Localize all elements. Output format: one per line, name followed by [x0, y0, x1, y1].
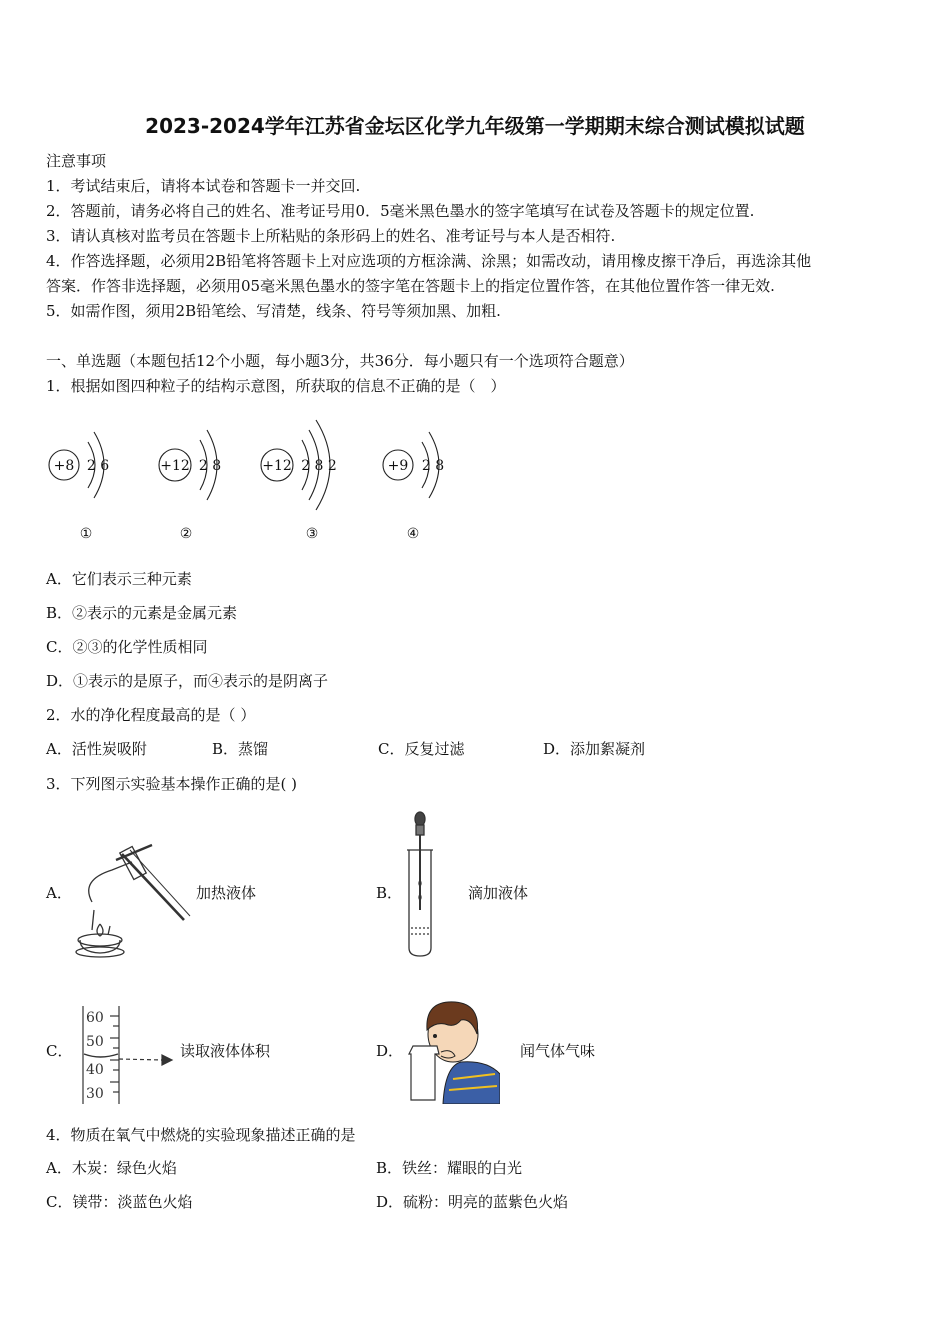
cylinder-tick-30: 30	[86, 1086, 104, 1102]
q1-option-c: C．②③的化学性质相同	[46, 638, 208, 656]
q3-option-c-letter: C．	[46, 1042, 73, 1060]
notice-line: 5．如需作图，须用2B铅笔绘、写清楚，线条、符号等须加黑、加粗.	[46, 302, 501, 320]
q3-option-b-letter: B．	[376, 884, 403, 902]
cylinder-tick-40: 40	[86, 1062, 104, 1078]
atom-1-label: ①	[79, 526, 93, 542]
atom-2-shells: 2 8	[198, 458, 222, 474]
q1-option-d: D．①表示的是原子，而④表示的是阴离子	[46, 672, 329, 690]
q1-option-a: A．它们表示三种元素	[46, 570, 192, 588]
q3-option-c-text: 读取液体体积	[180, 1042, 271, 1060]
q3-option-a-letter: A．	[46, 884, 72, 902]
question-2-stem: 2．水的净化程度最高的是（ ）	[46, 706, 256, 724]
section-heading: 一、单选题（本题包括12个小题，每小题3分，共36分．每小题只有一个选项符合题意）	[46, 352, 634, 370]
atom-1-shells: 2 6	[86, 458, 110, 474]
atom-4-label: ④	[406, 526, 420, 542]
question-4-stem: 4．物质在氧气中燃烧的实验现象描述正确的是	[46, 1126, 356, 1144]
q4-option-c: C．镁带：淡蓝色火焰	[46, 1193, 193, 1211]
atom-2-nucleus: +12	[160, 458, 190, 474]
question-3-stem: 3．下列图示实验基本操作正确的是( )	[46, 775, 298, 793]
notice-line: 1．考试结束后，请将本试卷和答题卡一并交回.	[46, 177, 361, 195]
heating-liquid-illustration	[70, 840, 195, 960]
q4-option-d: D．硫粉：明亮的蓝紫色火焰	[376, 1193, 569, 1211]
question-1-stem: 1．根据如图四种粒子的结构示意图，所获取的信息不正确的是（ ）	[46, 377, 506, 395]
page-title: 2023-2024学年江苏省金坛区化学九年级第一学期期末综合测试模拟试题	[145, 114, 805, 138]
atom-4-shells: 2 8	[421, 458, 445, 474]
dropper-test-tube-illustration	[400, 810, 445, 958]
smelling-gas-illustration	[405, 994, 500, 1104]
notice-line: 3．请认真核对监考员在答题卡上所粘贴的条形码上的姓名、准考证号与本人是否相符.	[46, 227, 616, 245]
atom-1-nucleus: +8	[53, 458, 75, 474]
q4-option-a: A．木炭：绿色火焰	[46, 1159, 177, 1177]
q3-option-b-text: 滴加液体	[468, 884, 529, 902]
q4-option-b: B．铁丝：耀眼的白光	[376, 1159, 523, 1177]
graduated-cylinder-illustration	[80, 1002, 180, 1106]
notice-line: 4．作答选择题，必须用2B铅笔将答题卡上对应选项的方框涂满、涂黑；如需改动，请用橡皮擦干净后，再选涂其他	[46, 252, 812, 270]
atom-3-label: ③	[305, 526, 319, 542]
notice-heading: 注意事项	[46, 152, 107, 170]
notice-line: 2．答题前，请务必将自己的姓名、准考证号用0．5毫米黑色墨水的签字笔填写在试卷及答题卡的规定位置.	[46, 202, 755, 220]
atom-2-label: ②	[179, 526, 193, 542]
cylinder-tick-60: 60	[86, 1010, 104, 1026]
atom-3-nucleus: +12	[262, 458, 292, 474]
atom-4-nucleus: +9	[387, 458, 409, 474]
q1-option-b: B．②表示的元素是金属元素	[46, 604, 238, 622]
q2-option-c: C．反复过滤	[378, 740, 465, 758]
q3-option-d-letter: D．	[376, 1042, 404, 1060]
q2-option-a: A．活性炭吸附	[46, 740, 147, 758]
q2-option-b: B．蒸馏	[212, 740, 269, 758]
q2-option-d: D．添加絮凝剂	[543, 740, 646, 758]
notice-line: 答案．作答非选择题，必须用05毫米黑色墨水的签字笔在答题卡上的指定位置作答，在其他位置作答一律无效.	[46, 277, 775, 295]
cylinder-tick-50: 50	[86, 1034, 104, 1050]
q3-option-a-text: 加热液体	[196, 884, 257, 902]
atom-3-shells: 2 8 2	[301, 458, 337, 474]
atom-structure-diagrams	[40, 410, 470, 550]
q3-option-d-text: 闻气体气味	[520, 1042, 596, 1060]
